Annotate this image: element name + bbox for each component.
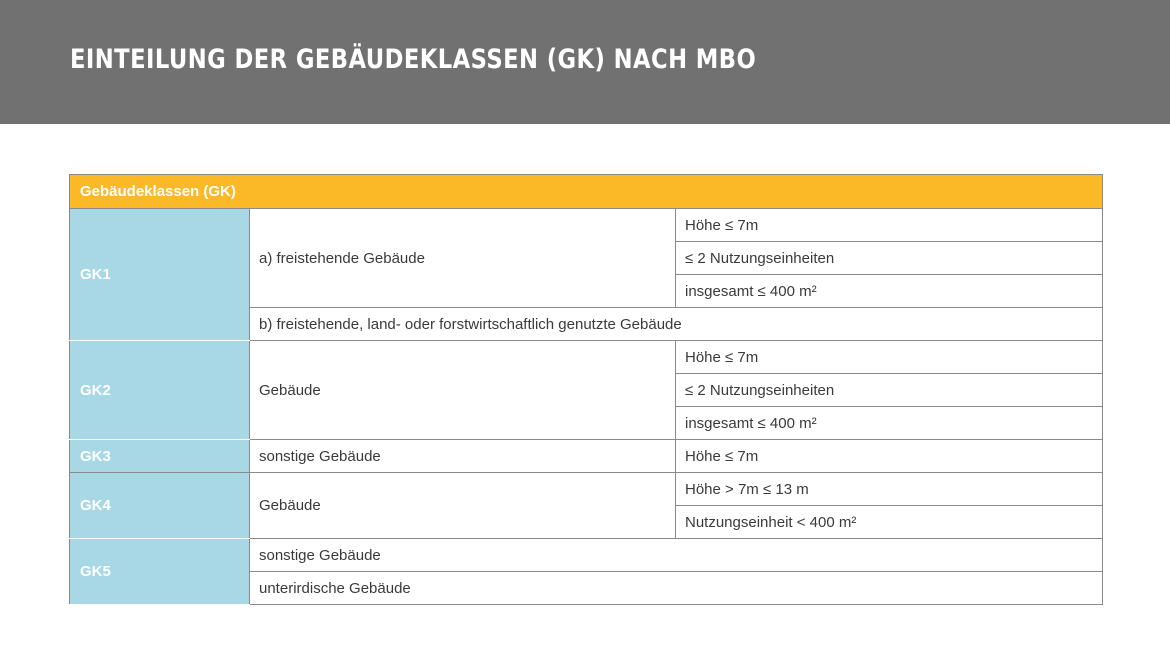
condition-cell: insgesamt ≤ 400 m² [676,407,1103,440]
class-cell-gk5: GK5 [70,539,250,605]
table-row [70,440,1103,473]
condition-cell: Höhe ≤ 7m [676,440,1103,473]
description-cell: b) freistehende, land- oder forstwirtschaftlich genutzte Gebäude [250,308,1103,341]
condition-cell: Höhe > 7m ≤ 13 m [676,473,1103,506]
table-row [70,473,1103,506]
class-cell-gk3: GK3 [70,440,250,473]
condition-cell: Höhe ≤ 7m [676,341,1103,374]
description-cell: Gebäude [250,341,676,440]
condition-cell: ≤ 2 Nutzungseinheiten [676,242,1103,275]
table-header: Gebäudeklassen (GK) [70,175,1103,209]
table-row [70,341,1103,374]
page-title: EINTEILUNG DER GEBÄUDEKLASSEN (GK) NACH MBO [70,44,757,75]
description-cell: a) freistehende Gebäude [250,209,676,308]
condition-cell: Höhe ≤ 7m [676,209,1103,242]
condition-cell: Nutzungseinheit < 400 m² [676,506,1103,539]
condition-cell: insgesamt ≤ 400 m² [676,275,1103,308]
description-cell: sonstige Gebäude [250,440,676,473]
table-row [70,209,1103,242]
description-cell: Gebäude [250,473,676,539]
table-header-row [70,175,1103,209]
description-cell: sonstige Gebäude [250,539,1103,572]
table-row [70,539,1103,572]
class-cell-gk2: GK2 [70,341,250,440]
class-cell-gk4: GK4 [70,473,250,539]
header-bar [0,0,1170,124]
building-classes-table [69,174,1103,605]
class-cell-gk1: GK1 [70,209,250,341]
condition-cell: ≤ 2 Nutzungseinheiten [676,374,1103,407]
description-cell: unterirdische Gebäude [250,572,1103,605]
